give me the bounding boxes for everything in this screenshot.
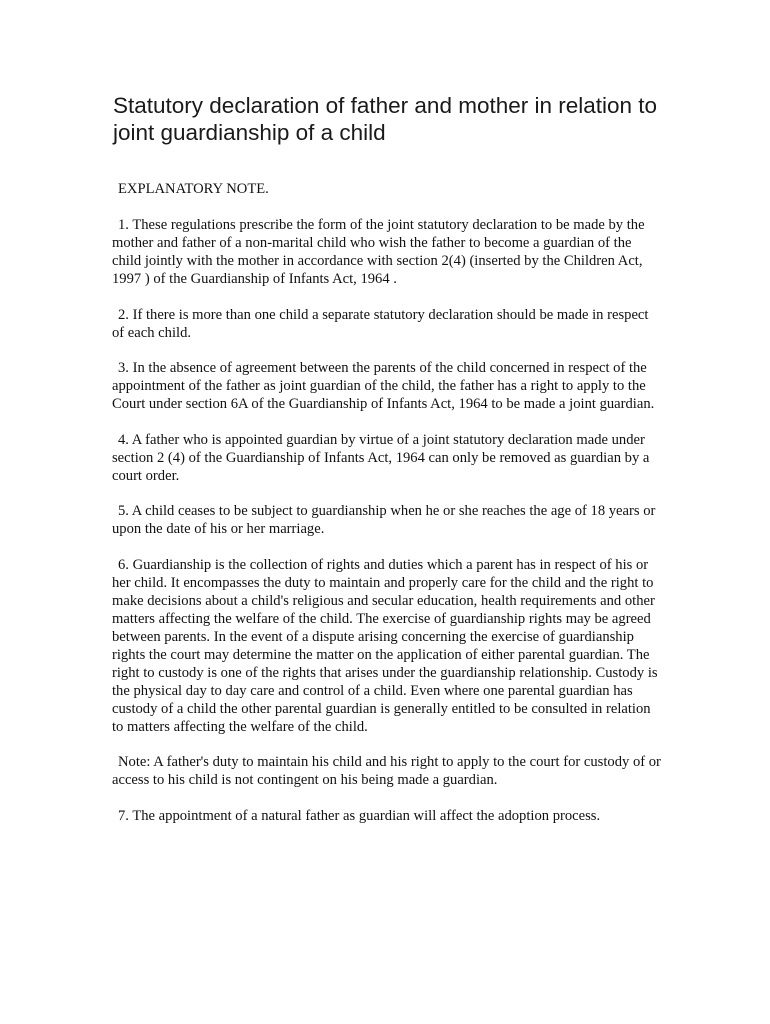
paragraph-5: 5. A child ceases to be subject to guardianship when he or she reaches the age of 18 years or upon the date of his or her marriage. [112,503,656,537]
paragraph-2: 2. If there is more than one child a separate statutory declaration should be made in respect of each child. [112,306,649,341]
explanatory-note-heading: EXPLANATORY NOTE. [118,181,269,197]
paragraph-6: 6. Guardianship is the collection of rights and duties which a parent has in respect of his or her child. It encompasses the duty to maintain and properly care for the child and the right to make decisions about a child's religious and secular education, health requirements and other matters affecting the welfare of the child. The exercise of guardianship rights may be agreed between parents. In the event of a dispute arising concerning the exercise of guardianship rights the court may determine the matter on the application of either parental guardian. The right to custody is one of the rights that arises under the guardianship relationship. Custody is the physical day to day care and control of a child. Even where one parental guardian has custody of a child the other parental guardian is generally entitled to be consulted in relation to matters affecting the welfare of the child. [112,556,658,735]
paragraph-7: 7. The appointment of a natural father as guardian will affect the adoption process. [118,807,601,824]
paragraph-4: 4. A father who is appointed guardian by virtue of a joint statutory declaration made under section 2 (4) of the Guardianship of Infants Act, 1964 can only be removed as guardian by a court order. [112,431,650,484]
document-title: Statutory declaration of father and mother in relation to joint guardianship of a child [113,93,658,145]
paragraph-3: 3. In the absence of agreement between the parents of the child concerned in respect of the appointment of the father as joint guardian of the child, the father has a right to apply to the Court under section 6A of the Guardianship of Infants Act, 1964 to be made a joint guardian. [112,360,655,412]
document-body [112,180,664,842]
paragraph-1: 1. These regulations prescribe the form of the joint statutory declaration to be made by the mother and father of a non-marital child who wish the father to become a guardian of the child jointly with the mother in accordance with section 2(4) (inserted by the Children Act, 1997 ) of the Guardianship of Infants Act, 1964 . [112,217,645,287]
paragraph-note: Note: A father's duty to maintain his child and his right to apply to the court for custody of or access to his child is not contingent on his being made a guardian. [112,754,661,788]
